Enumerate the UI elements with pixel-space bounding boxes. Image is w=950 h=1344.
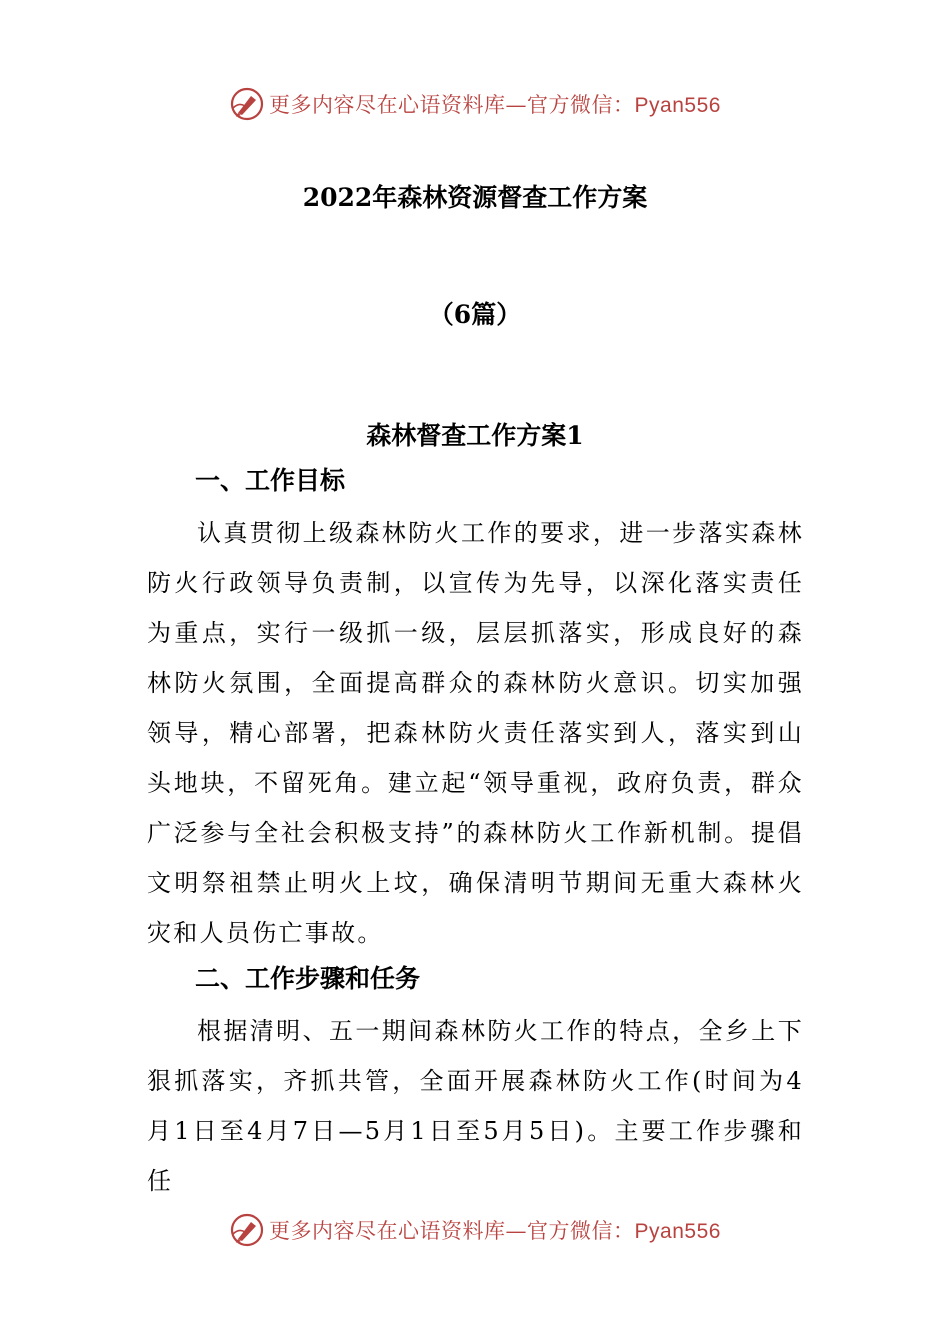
paragraph-work-goals: 认真贯彻上级森林防火工作的要求，进一步落实森林防火行政领导负责制，以宣传为先导，以深化落实责任为重点，实行一级抓一级，层层抓落实，形成良好的森林防火氛围，全面提高群众的森林防火意识。切实加强领导，精心部署，把森林防火责任落实到人，落实到山头地块，不留死角。建立起“领导重视，政府负责，群众广泛参与全社会积极支持”的森林防火工作新机制。提倡文明祭祖禁止明火上坟，确保清明节期间无重大森林火灾和人员伤亡事故。 <box>147 519 804 947</box>
heading-work-goals: 一、工作目标 <box>195 466 346 495</box>
heading-work-steps: 二、工作步骤和任务 <box>195 964 421 993</box>
header-watermark-id: Pyan556 <box>634 94 721 117</box>
footer-watermark-text: 更多内容尽在心语资料库—官方微信： <box>269 1219 635 1243</box>
section-title: 森林督查工作方案1 <box>366 421 584 450</box>
document-count: （6篇） <box>428 300 522 329</box>
footer-watermark-id: Pyan556 <box>634 1220 721 1243</box>
document-title: 2022年森林资源督查工作方案 <box>302 183 648 212</box>
paragraph-work-steps: 根据清明、五一期间森林防火工作的特点，全乡上下狠抓落实，齐抓共管，全面开展森林防火工作(时间为4月1日至4月7日—5月1日至5月5日)。主要工作步骤和任 <box>147 1017 804 1195</box>
header-watermark-text: 更多内容尽在心语资料库—官方微信： <box>269 93 635 117</box>
footer-watermark <box>0 1208 950 1252</box>
pen-nib-logo-icon <box>229 86 265 122</box>
header-watermark <box>0 82 950 126</box>
pen-nib-logo-icon <box>229 1212 265 1248</box>
